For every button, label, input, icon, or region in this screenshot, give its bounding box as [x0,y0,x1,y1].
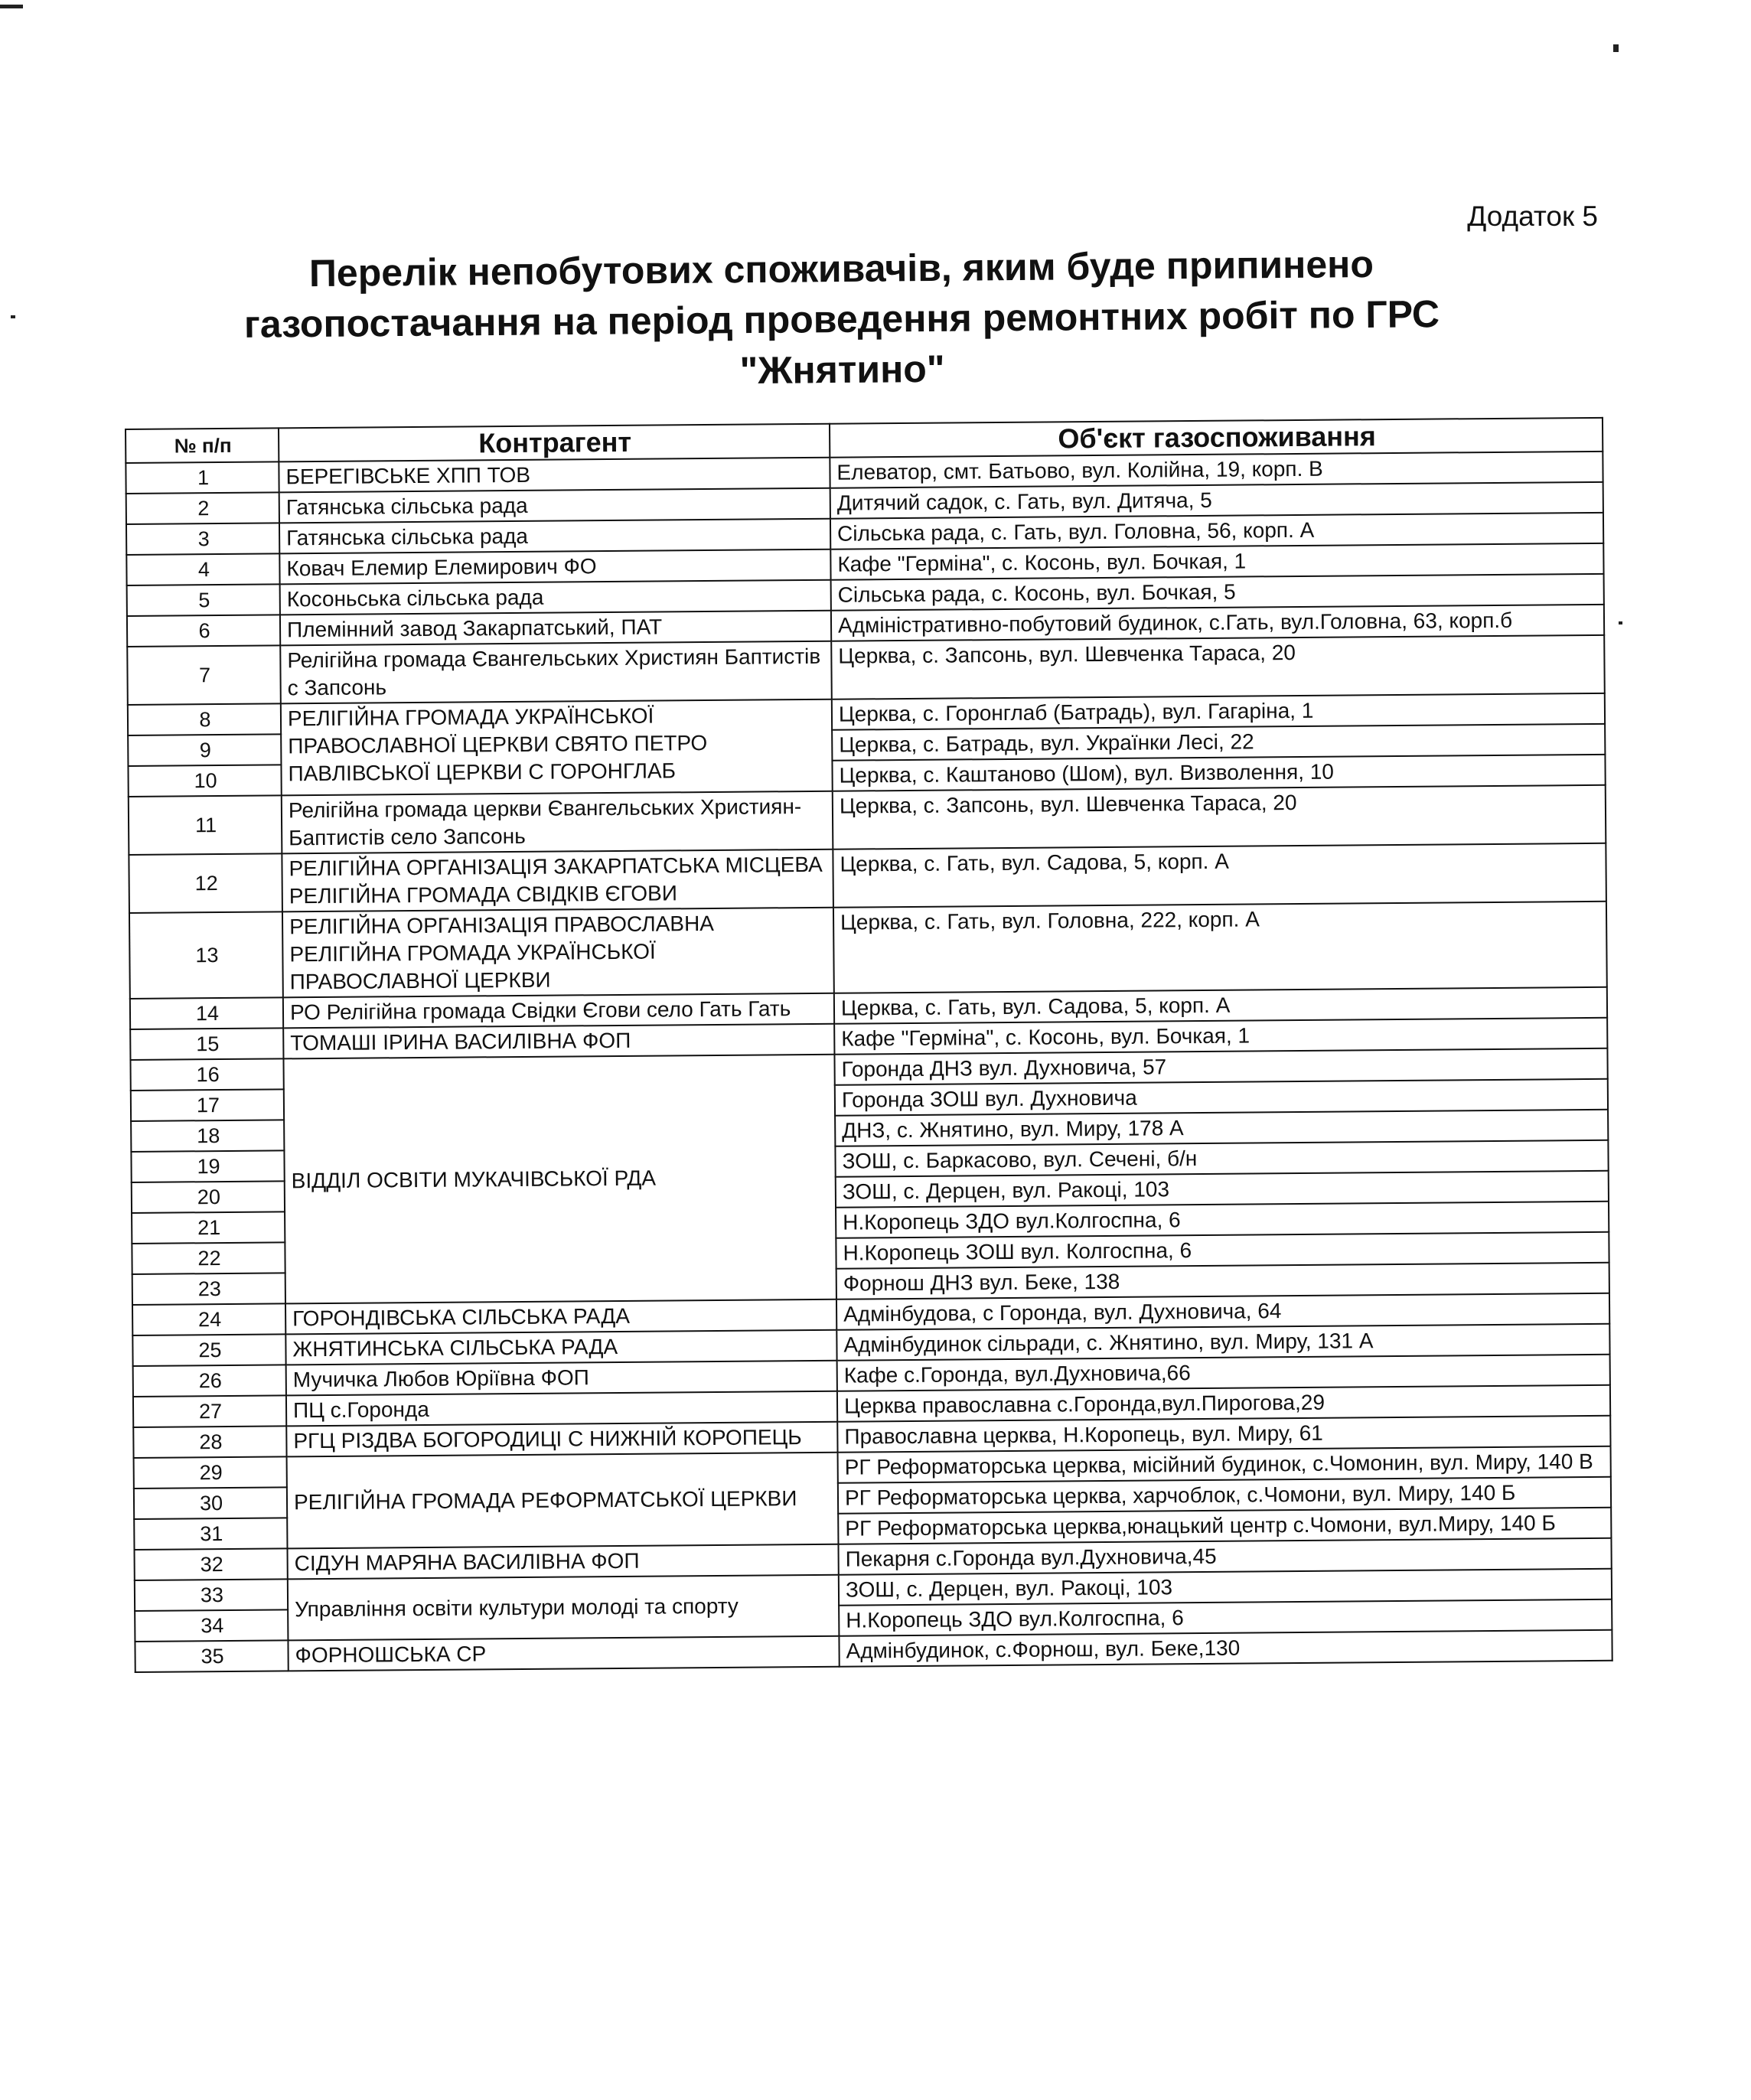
row-object: Адміністративно-побутовий будинок, с.Гать, вул.Головна, 63, корп.б [831,605,1604,641]
row-contractor: РО Релігійна громада Свідки Єгови село Гать Гать [283,993,834,1029]
row-object: Н.Коропець ЗОШ вул. Колгоспна, 6 [836,1232,1609,1269]
row-object: Церква, с. Запсонь, вул. Шевченка Тараса, 20 [833,785,1606,849]
row-object: Горонда ДНЗ вул. Духновича, 57 [834,1048,1607,1085]
row-num: 30 [134,1487,287,1519]
row-contractor: Ковач Елемир Елемирович ФО [279,549,830,585]
row-object: Церква, с. Каштаново (Шом), вул. Визволення, 10 [832,755,1605,791]
row-object: Горонда ЗОШ вул. Духновича [835,1079,1608,1116]
row-num: 4 [126,553,279,585]
row-num: 3 [126,523,279,555]
row-object: Сільська рада, с. Гать, вул. Головна, 56, корп. А [830,513,1603,549]
row-object: Церква, с. Гать, вул. Головна, 222, корп. А [833,902,1607,993]
row-object: Кафе "Герміна", с. Косонь, вул. Бочкая, 1 [830,543,1603,580]
row-num: 12 [129,853,282,913]
row-num: 14 [130,997,283,1029]
row-object: Церква, с. Запсонь, вул. Шевченка Тараса, 20 [831,635,1605,699]
row-num: 35 [135,1640,288,1672]
header-object: Об'єкт газоспоживання [830,418,1603,458]
row-num: 24 [132,1303,285,1335]
row-object: ЗОШ, с. Дерцен, вул. Ракоці, 103 [839,1569,1612,1606]
scan-speck [1613,44,1619,52]
row-object: Форнош ДНЗ вул. Беке, 138 [836,1263,1609,1299]
row-num: 34 [135,1609,288,1642]
header-contractor: Контрагент [279,424,830,462]
row-object: Н.Коропець ЗДО вул.Колгоспна, 6 [836,1202,1609,1238]
row-object: ЗОШ, с. Дерцен, вул. Ракоці, 103 [836,1171,1609,1208]
row-num: 23 [132,1273,285,1305]
row-num: 19 [131,1150,284,1182]
row-object: РГ Реформаторська церква, місійний будинок, с.Чомонин, вул. Миру, 140 В [838,1446,1611,1483]
row-num: 11 [129,795,282,855]
document-title [152,237,1531,401]
row-num: 21 [132,1211,285,1244]
row-num: 1 [126,461,279,494]
row-contractor: РЕЛІГІЙНА ГРОМАДА УКРАЇНСЬКОЇ ПРАВОСЛАВНОЇ ЦЕРКВИ СВЯТО ПЕТРО ПАВЛІВСЬКОЇ ЦЕРКВИ С ГОРОНГЛАБ [281,699,833,796]
row-contractor: СІДУН МАРЯНА ВАСИЛІВНА ФОП [287,1544,838,1580]
row-contractor: ТОМАШІ ІРИНА ВАСИЛІВНА ФОП [283,1024,834,1059]
scan-speck [1619,621,1622,624]
row-object: Православна церква, Н.Коропець, вул. Миру, 61 [837,1416,1610,1453]
row-object: РГ Реформаторська церква,юнацький центр с.Чомони, вул.Миру, 140 Б [838,1508,1611,1544]
scan-speck [11,315,15,318]
row-num: 15 [130,1028,283,1060]
row-contractor: ГОРОНДІВСЬКА СІЛЬСЬКА РАДА [285,1299,836,1335]
row-num: 8 [128,703,281,735]
title-line-2: газопостачання на період проведення ремонтних робіт по ГРС [243,292,1440,346]
row-object: Пекарня с.Горонда вул.Духновича,45 [838,1538,1611,1575]
title-line-3: "Жнятино" [739,347,945,393]
row-contractor: Племінний завод Закарпатський, ПАТ [280,611,831,646]
row-object: Кафе "Герміна", с. Косонь, вул. Бочкая, 1 [834,1018,1607,1055]
row-object: ДНЗ, с. Жнятино, вул. Миру, 178 А [835,1110,1608,1146]
row-object: Адмінбудинок, с.Форнош, вул. Беке,130 [839,1630,1612,1667]
row-object: ЗОШ, с. Баркасово, вул. Сечені, б/н [835,1140,1608,1177]
table-row [129,902,1607,999]
row-contractor: Гатянська сільська рада [279,519,830,554]
row-object: Адмінбудова, с Горонда, вул. Духновича, 64 [836,1293,1609,1330]
row-num: 22 [132,1242,285,1274]
row-object: Н.Коропець ЗДО вул.Колгоспна, 6 [839,1599,1612,1636]
row-num: 20 [132,1181,285,1213]
row-num: 29 [134,1456,287,1489]
row-contractor: РЕЛІГІЙНА ОРГАНІЗАЦІЯ ЗАКАРПАТСЬКА МІСЦЕВА РЕЛІГІЙНА ГРОМАДА СВІДКІВ ЄГОВИ [282,849,833,912]
row-object: Церква, с. Батрадь, вул. Українки Лесі, 22 [832,724,1605,761]
row-contractor: Релігійна громада церкви Євангельських Християн-Баптистів село Запсонь [282,791,833,854]
row-num: 16 [130,1058,283,1091]
row-object: Адмінбудинок сільради, с. Жнятино, вул. Миру, 131 А [836,1324,1609,1361]
row-object: РГ Реформаторська церква, харчоблок, с.Чомони, вул. Миру, 140 Б [838,1477,1611,1514]
row-num: 2 [126,492,279,524]
row-num: 31 [134,1518,287,1550]
row-num: 7 [127,645,281,705]
row-num: 28 [133,1426,286,1458]
row-contractor: Управління освіти культури молоді та спорту [288,1575,840,1641]
row-object: Дитячий садок, с. Гать, вул. Дитяча, 5 [830,482,1603,519]
row-contractor: Релігійна громада Євангельських Християн Баптистів с Запсонь [280,641,832,704]
row-num: 17 [131,1089,284,1121]
scan-speck [0,5,23,8]
row-object: Кафе с.Горонда, вул.Духновича,66 [837,1355,1610,1391]
row-object: Церква православна с.Горонда,вул.Пирогова,29 [837,1385,1610,1422]
row-num: 10 [128,765,281,797]
row-num: 25 [132,1334,285,1366]
row-num: 33 [135,1579,288,1611]
row-contractor: РЕЛІГІЙНА ГРОМАДА РЕФОРМАТСЬКОЇ ЦЕРКВИ [287,1453,839,1549]
row-contractor: РЕЛІГІЙНА ОРГАНІЗАЦІЯ ПРАВОСЛАВНА РЕЛІГІЙНА ГРОМАДА УКРАЇНСЬКОЇ ПРАВОСЛАВНОЇ ЦЕРКВИ [282,908,834,998]
row-contractor: ФОРНОШСЬКА СР [288,1636,839,1671]
row-num: 18 [131,1120,284,1152]
row-num: 6 [127,615,280,647]
row-contractor: Мучичка Любов Юріївна ФОП [286,1361,837,1396]
row-object: Церква, с. Гать, вул. Садова, 5, корп. А [834,987,1607,1024]
row-object: Сільська рада, с. Косонь, вул. Бочкая, 5 [831,574,1604,611]
row-contractor: РГЦ РІЗДВА БОГОРОДИЦІ С НИЖНІЙ КОРОПЕЦЬ [286,1422,837,1457]
row-contractor: Косоньська сільська рада [280,580,831,615]
consumers-table [125,417,1613,1673]
row-num: 27 [133,1395,286,1427]
title-line-1: Перелік непобутових споживачів, яким буде припинено [308,242,1374,295]
row-num: 13 [129,911,283,999]
row-object: Церква, с. Гать, вул. Садова, 5, корп. А [833,843,1606,908]
consumers-table-wrapper [125,417,1612,1673]
row-object: Церква, с. Горонглаб (Батрадь), вул. Гагаріна, 1 [832,693,1605,730]
row-object: Елеватор, смт. Батьово, вул. Колійна, 19, корп. В [830,452,1603,488]
row-num: 32 [135,1548,288,1580]
row-num: 5 [127,584,280,616]
row-contractor: БЕРЕГІВСЬКЕ ХПП ТОВ [279,458,830,493]
row-num: 26 [133,1365,286,1397]
header-num: № п/п [126,428,279,463]
row-contractor: ЖНЯТИНСЬКА СІЛЬСЬКА РАДА [285,1330,836,1365]
row-contractor: ВІДДІЛ ОСВІТИ МУКАЧІВСЬКОЇ РДА [283,1055,836,1304]
row-contractor: ПЦ с.Горонда [286,1391,837,1427]
row-num: 9 [128,734,281,766]
appendix-label: Додаток 5 [1467,201,1598,232]
row-contractor: Гатянська сільська рада [279,488,830,523]
